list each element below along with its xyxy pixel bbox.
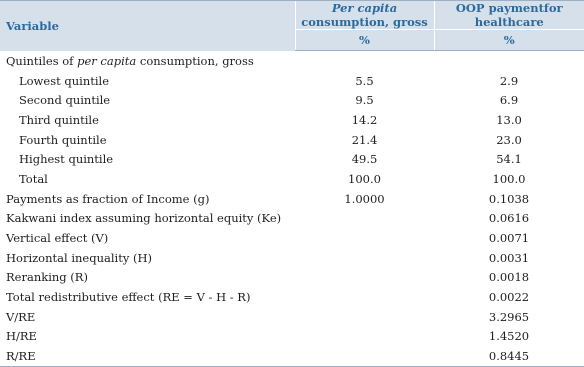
row-value-oop: 54.1	[496, 152, 522, 167]
table-row	[0, 287, 584, 307]
row-value-consumption	[295, 346, 434, 366]
table-row	[0, 130, 584, 150]
unit-col1: %	[295, 30, 434, 51]
row-label: R/RE	[0, 346, 295, 366]
row-value-oop: 100.0	[492, 171, 526, 186]
row-value-consumption: 49.5	[351, 152, 378, 167]
row-value-consumption: 14.2	[351, 112, 378, 127]
row-value-consumption: 9.5	[355, 93, 374, 108]
row-value-oop: 0.0018	[488, 270, 530, 285]
row-value-oop: 13.0	[496, 112, 522, 127]
row-value-consumption	[295, 268, 434, 288]
row-value-consumption: 100.0	[348, 171, 381, 186]
row-label: Third quintile	[19, 112, 99, 127]
row-value-oop: 1.4520	[488, 329, 530, 344]
table-row	[0, 268, 584, 288]
row-label: Reranking (R)	[6, 270, 88, 285]
header-oop-payment: OOP paymentfor healthcare	[434, 1, 584, 30]
section-title-pre: Quintiles of	[6, 53, 78, 68]
section-title-post: consumption, gross	[136, 53, 254, 68]
section-title	[0, 51, 584, 71]
table-row	[0, 189, 584, 209]
row-label: Vertical effect (V)	[6, 231, 109, 246]
table-row	[0, 149, 584, 169]
row-label: Total	[19, 171, 48, 186]
header-consumption-rest: consumption, gross	[301, 15, 428, 29]
row-value-oop: 0.1038	[488, 191, 530, 206]
row-label: H/RE	[6, 329, 37, 344]
row-value-consumption	[295, 307, 434, 327]
table-row	[0, 71, 584, 91]
row-value-consumption: 5.5	[355, 73, 374, 88]
section-row	[0, 51, 584, 71]
row-value-oop: 6.9	[499, 93, 519, 108]
row-value-consumption: 21.4	[351, 132, 378, 147]
table-row	[0, 90, 584, 110]
row-value-consumption	[295, 228, 434, 248]
row-value-oop: 0.0616	[488, 211, 530, 226]
row-value-oop: 3.2965	[488, 309, 530, 324]
row-value-consumption	[295, 209, 434, 229]
row-value-oop: 0.0071	[488, 231, 530, 246]
table-row	[0, 209, 584, 229]
row-label: Payments as fraction of Income (g)	[6, 191, 210, 206]
table-body	[0, 51, 584, 367]
row-value-consumption	[295, 327, 434, 347]
unit-col2: %	[434, 30, 584, 51]
header-per-capita-italic: Per capita	[331, 1, 398, 15]
table-row	[0, 228, 584, 248]
table-row	[0, 169, 584, 189]
row-label: Second quintile	[19, 93, 111, 108]
header-per-capita-consumption	[295, 1, 434, 30]
row-value-oop: 0.8445	[434, 346, 584, 366]
table-row	[0, 346, 584, 366]
row-value-oop: 0.0031	[488, 250, 530, 265]
row-value-oop: 2.9	[499, 73, 519, 88]
table-row	[0, 110, 584, 130]
row-value-consumption: 1.0000	[344, 191, 385, 206]
row-label: Horizontal inequality (H)	[6, 250, 152, 265]
section-title-italic: per capita	[77, 53, 137, 68]
table-row	[0, 248, 584, 268]
row-value-consumption	[295, 248, 434, 268]
row-label: Total redistributive effect (RE = V - H - R)	[6, 290, 251, 305]
table-row	[0, 307, 584, 327]
row-label: Kakwani index assuming horizontal equity (Ke)	[6, 211, 282, 226]
row-label: Highest quintile	[19, 152, 114, 167]
row-value-oop: 23.0	[496, 132, 522, 147]
row-label: Fourth quintile	[19, 132, 107, 147]
header-variable: Variable	[0, 1, 295, 51]
table-header	[0, 1, 584, 51]
row-label: Lowest quintile	[19, 73, 110, 88]
row-value-oop: 0.0022	[488, 290, 530, 305]
row-label: V/RE	[6, 309, 36, 324]
row-value-consumption	[295, 287, 434, 307]
header-row	[0, 1, 584, 30]
table-row	[0, 327, 584, 347]
